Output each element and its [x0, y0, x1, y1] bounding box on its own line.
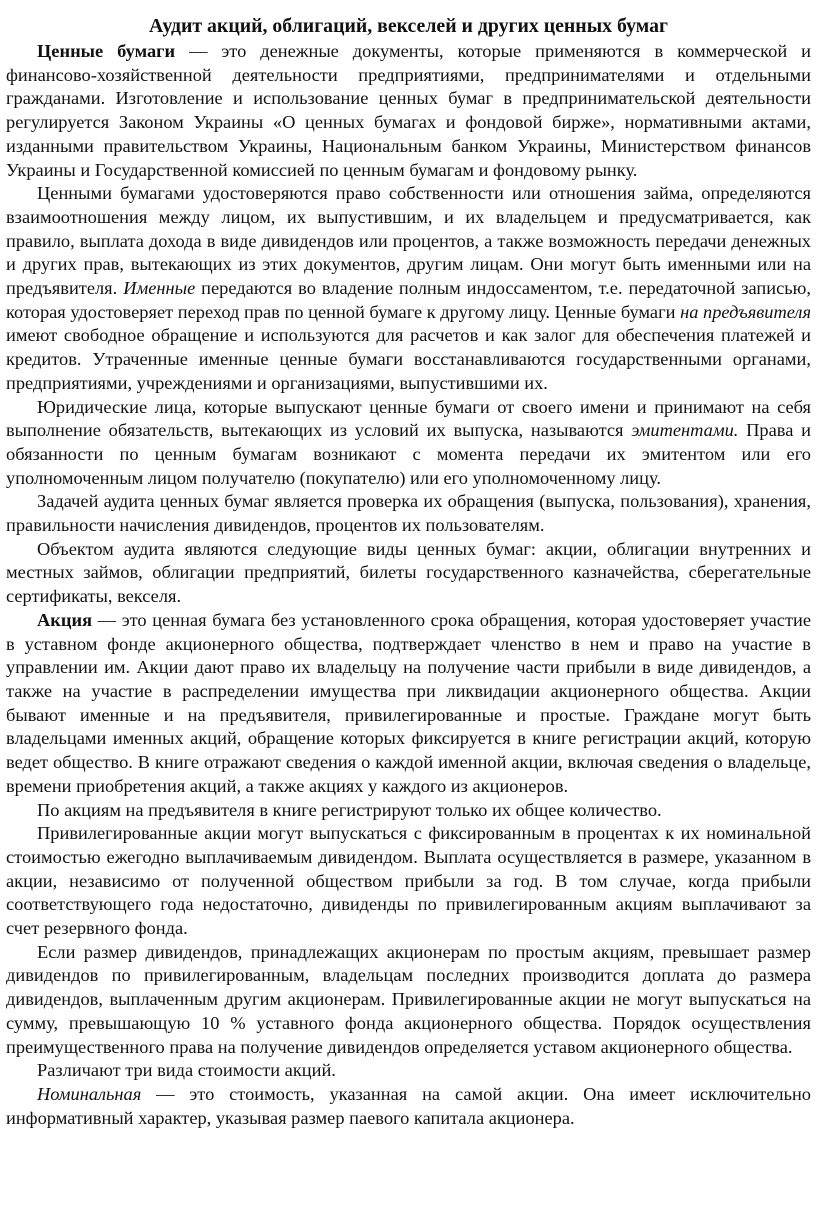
- paragraph-11: [6, 1083, 811, 1130]
- paragraph-4: [6, 490, 811, 537]
- term-italic: эмитентами.: [631, 420, 739, 441]
- paragraph-text: Привилегированные акции могут выпускаться с фиксированным в процентах к их номинальной стоимостью ежегодно выплачиваемым дивидендом. Выплата осуществляется в размере, указанном в акции, независимо от полученной обществом прибыли за год. В том случае, когда прибыли соответствующего года недостаточно, дивиденды по привилегированным акциям выплачивают за счет резервного фонда.: [6, 823, 811, 939]
- document-body: [6, 40, 811, 1130]
- paragraph-text: Объектом аудита являются следующие виды ценных бумаг: акции, облигации внутренних и местных займов, облигации предприятий, билеты государственного казначейства, сберегательные сертификаты, векселя.: [6, 538, 811, 607]
- paragraph-text: Юридические лица, которые выпускают ценные бумаги от своего имени и принимают на себя выполнение обязательств, вытекающих из условий их выпуска, называются: [6, 396, 811, 441]
- paragraph-text: Ценными бумагами удостоверяются право собственности или отношения займа, определяются взаимоотношения между лицом, их выпустившим, и их владельцем и предусматривается, как правило, выплата дохода в виде дивидендов или процентов, а также возможность передачи денежных и других прав, вытекающих из этих документов, другим лицам. Они могут быть именными или на предъявителя.: [6, 183, 811, 299]
- paragraph-text: — это денежные документы, которые применяются в коммерческой и финансово-хозяйственной деятельности предприятиями, предпринимателями и отдельными гражданами. Изготовление и использование ценных бумаг в предпринимательской деятельности регулируется Законом Украины «О ценных бумагах и фондовой бирже», нормативными актами, изданными правительством Украины, Национальным банком Украины, Министерством финансов Украины и Государственной комиссией по ценным бумагам и фондовому рынку.: [6, 41, 811, 180]
- paragraph-3: [6, 396, 811, 491]
- paragraph-7: [6, 799, 811, 823]
- paragraph-text: Если размер дивидендов, принадлежащих акционерам по простым акциям, превышает размер дивидендов по привилегированным, владельцам последних производится доплата до размера дивидендов, выплаченным другим акционерам. Привилегированные акции не могут выпускаться на сумму, превышающую 10 % уставного фонда акционерного общества. Порядок осуществления преимущественного права на получение дивидендов определяется уставом акционерного общества.: [6, 941, 811, 1057]
- paragraph-text: передаются во владение полным индоссаментом, т.е. передаточной записью, которая удостоверяет переход прав по ценной бумаге к другому лицу. Ценные бумаги: [6, 278, 811, 322]
- paragraph-text: имеют свободное обращение и используются для расчетов и как залог для обеспечения платежей и кредитов. Утраченные именные ценные бумаги восстанавливаются государственными органами, предприятиями, учреждениями и организациями, выпустившими их.: [6, 325, 811, 393]
- paragraph-text: — это ценная бумага без установленного срока обращения, которая удостоверяет участие в уставном фонде акционерного общества, подтверждает членство в нем и право на участие в управлении им. Акции дают право их владельцу на получение части прибыли в виде дивидендов, а также на участие в распределении имущества при ликвидации акционерного общества. Акции бывают именные и на предъявителя, привилегированные и простые. Граждане могут быть владельцами именных акций, обращение которых фиксируется в книге регистрации акций, которую ведет общество. В книге отражают сведения о каждой именной акции, включая сведения о владельце, времени приобретения акций, а также акциях у каждого из акционеров.: [6, 609, 811, 796]
- paragraph-9: [6, 941, 811, 1060]
- paragraph-1: [6, 40, 811, 182]
- paragraph-6: [6, 609, 811, 799]
- paragraph-8: [6, 822, 811, 941]
- term-bold: Ценные бумаги: [37, 41, 176, 61]
- paragraph-10: [6, 1059, 811, 1083]
- paragraph-text: — это стоимость, указанная на самой акции. Она имеет исключительно информативный характер, указывая размер паевого капитала акционера.: [6, 1083, 811, 1128]
- term-italic: Номинальная: [37, 1083, 142, 1104]
- term-italic: на предъявителя: [680, 301, 811, 322]
- term-italic: Именные: [123, 278, 196, 299]
- paragraph-text: Задачей аудита ценных бумаг является проверка их обращения (выпуска, пользования), хранения, правильности начисления дивидендов, процентов их пользователям.: [6, 491, 811, 536]
- term-bold: Акция: [37, 609, 93, 630]
- paragraph-2: [6, 182, 811, 395]
- document-title: Аудит акций, облигаций, векселей и других ценных бумаг: [149, 15, 668, 37]
- paragraph-text: По акциям на предъявителя в книге регистрируют только их общее количество.: [37, 799, 662, 820]
- paragraph-text: Права и обязанности по ценным бумагам возникают с момента передачи их эмитентом или его уполномоченным лицом получателю (покупателю) или его уполномоченному лицу.: [6, 420, 811, 488]
- paragraph-5: [6, 538, 811, 609]
- paragraph-text: Различают три вида стоимости акций.: [37, 1060, 336, 1081]
